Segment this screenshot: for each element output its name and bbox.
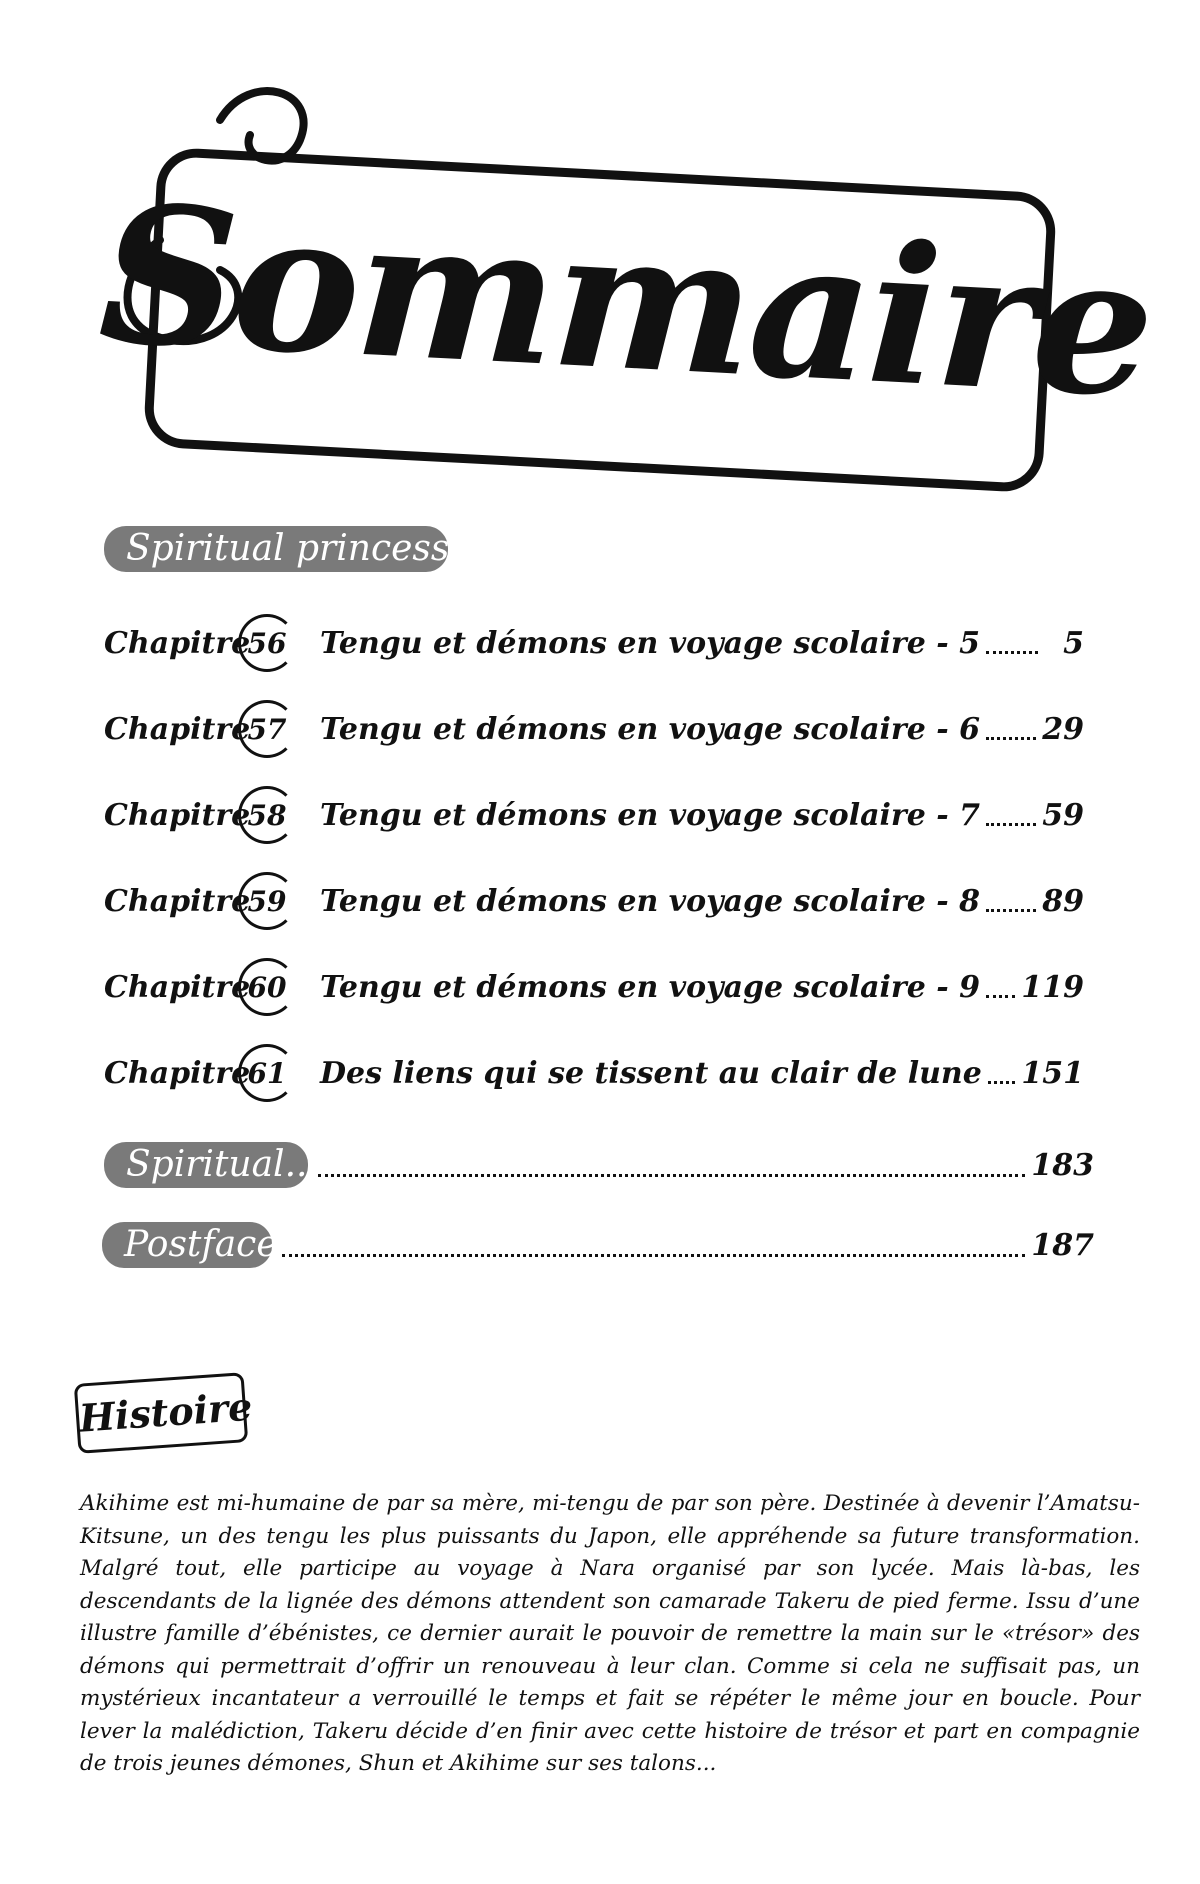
extra-badge-postface: Postface xyxy=(102,1222,272,1268)
chapter-title: Tengu et démons en voyage scolaire - 6 xyxy=(320,711,981,747)
dot-leader xyxy=(318,1174,1025,1177)
toc-row-chapter-60 xyxy=(104,952,1084,1022)
chapter-page: 119 xyxy=(1021,969,1084,1005)
chapter-word: Chapitre xyxy=(104,883,251,919)
chapter-word: Chapitre xyxy=(104,625,251,661)
chapter-page: 151 xyxy=(1021,1055,1084,1091)
histoire-label: Histoire xyxy=(74,1372,248,1454)
page-title: Sommaire xyxy=(94,162,1156,440)
extra-badge-spiritual: Spiritual... xyxy=(104,1142,308,1188)
extra-page: 183 xyxy=(1031,1147,1094,1183)
chapter-page: 59 xyxy=(1042,797,1084,833)
dot-leader xyxy=(988,1081,1016,1084)
toc-row-chapter-56 xyxy=(104,608,1084,678)
section-badge: Spiritual princess xyxy=(104,526,448,572)
chapter-page: 89 xyxy=(1042,883,1084,919)
extra-page: 187 xyxy=(1031,1227,1094,1263)
chapter-title: Tengu et démons en voyage scolaire - 7 xyxy=(320,797,981,833)
chapter-title: Tengu et démons en voyage scolaire - 5 xyxy=(320,625,981,661)
dot-leader xyxy=(986,651,1038,654)
dot-leader xyxy=(986,823,1036,826)
toc-row-postface xyxy=(282,1222,1094,1268)
chapter-number: 58 xyxy=(238,786,296,844)
dot-leader xyxy=(986,909,1036,912)
chapter-page: 5 xyxy=(1063,625,1084,661)
histoire-summary: Akihime est mi-humaine de par sa mère, mi-tengu de par son père. Destinée à devenir l’Amatsu-Kitsune, un des tengu les plus puissants du Japon, elle appréhende sa future transformation. Malgré tout, elle participe au voyage à Nara organisé par son lycée. Mais là-bas, les descendants de la lignée des démons attendent son camarade Takeru de pied ferme. Issu d’une illustre famille d’ébénistes, ce dernier aurait le pouvoir de remettre la main sur le «trésor» des démons qui permettrait d’offrir un renouveau à leur clan. Comme si cela ne suffisait pas, un mystérieux incantateur a verrouillé le temps et fait se répéter le même jour en boucle. Pour lever la malédiction, Takeru décide d’en finir avec cette histoire de trésor et part en compagnie de trois jeunes démones, Shun et Akihime sur ses talons... xyxy=(80,1491,1140,1776)
chapter-number: 56 xyxy=(238,614,296,672)
chapter-word: Chapitre xyxy=(104,969,251,1005)
chapter-number: 61 xyxy=(238,1044,296,1102)
chapter-number: 60 xyxy=(238,958,296,1016)
toc-row-chapter-59 xyxy=(104,866,1084,936)
chapter-word: Chapitre xyxy=(104,1055,251,1091)
chapter-number: 57 xyxy=(238,700,296,758)
dot-leader xyxy=(282,1254,1025,1257)
chapter-word: Chapitre xyxy=(104,797,251,833)
chapter-title: Des liens qui se tissent au clair de lune xyxy=(320,1055,982,1091)
dot-leader xyxy=(986,995,1015,998)
chapter-title: Tengu et démons en voyage scolaire - 8 xyxy=(320,883,981,919)
chapter-word: Chapitre xyxy=(104,711,251,747)
toc-row-chapter-61 xyxy=(104,1038,1084,1108)
dot-leader xyxy=(986,737,1036,740)
title-block xyxy=(94,80,1156,520)
chapter-number: 59 xyxy=(238,872,296,930)
toc-row-spiritual xyxy=(318,1142,1094,1188)
toc-row-chapter-57 xyxy=(104,694,1084,764)
toc-row-chapter-58 xyxy=(104,780,1084,850)
chapter-page: 29 xyxy=(1042,711,1084,747)
chapter-title: Tengu et démons en voyage scolaire - 9 xyxy=(320,969,981,1005)
